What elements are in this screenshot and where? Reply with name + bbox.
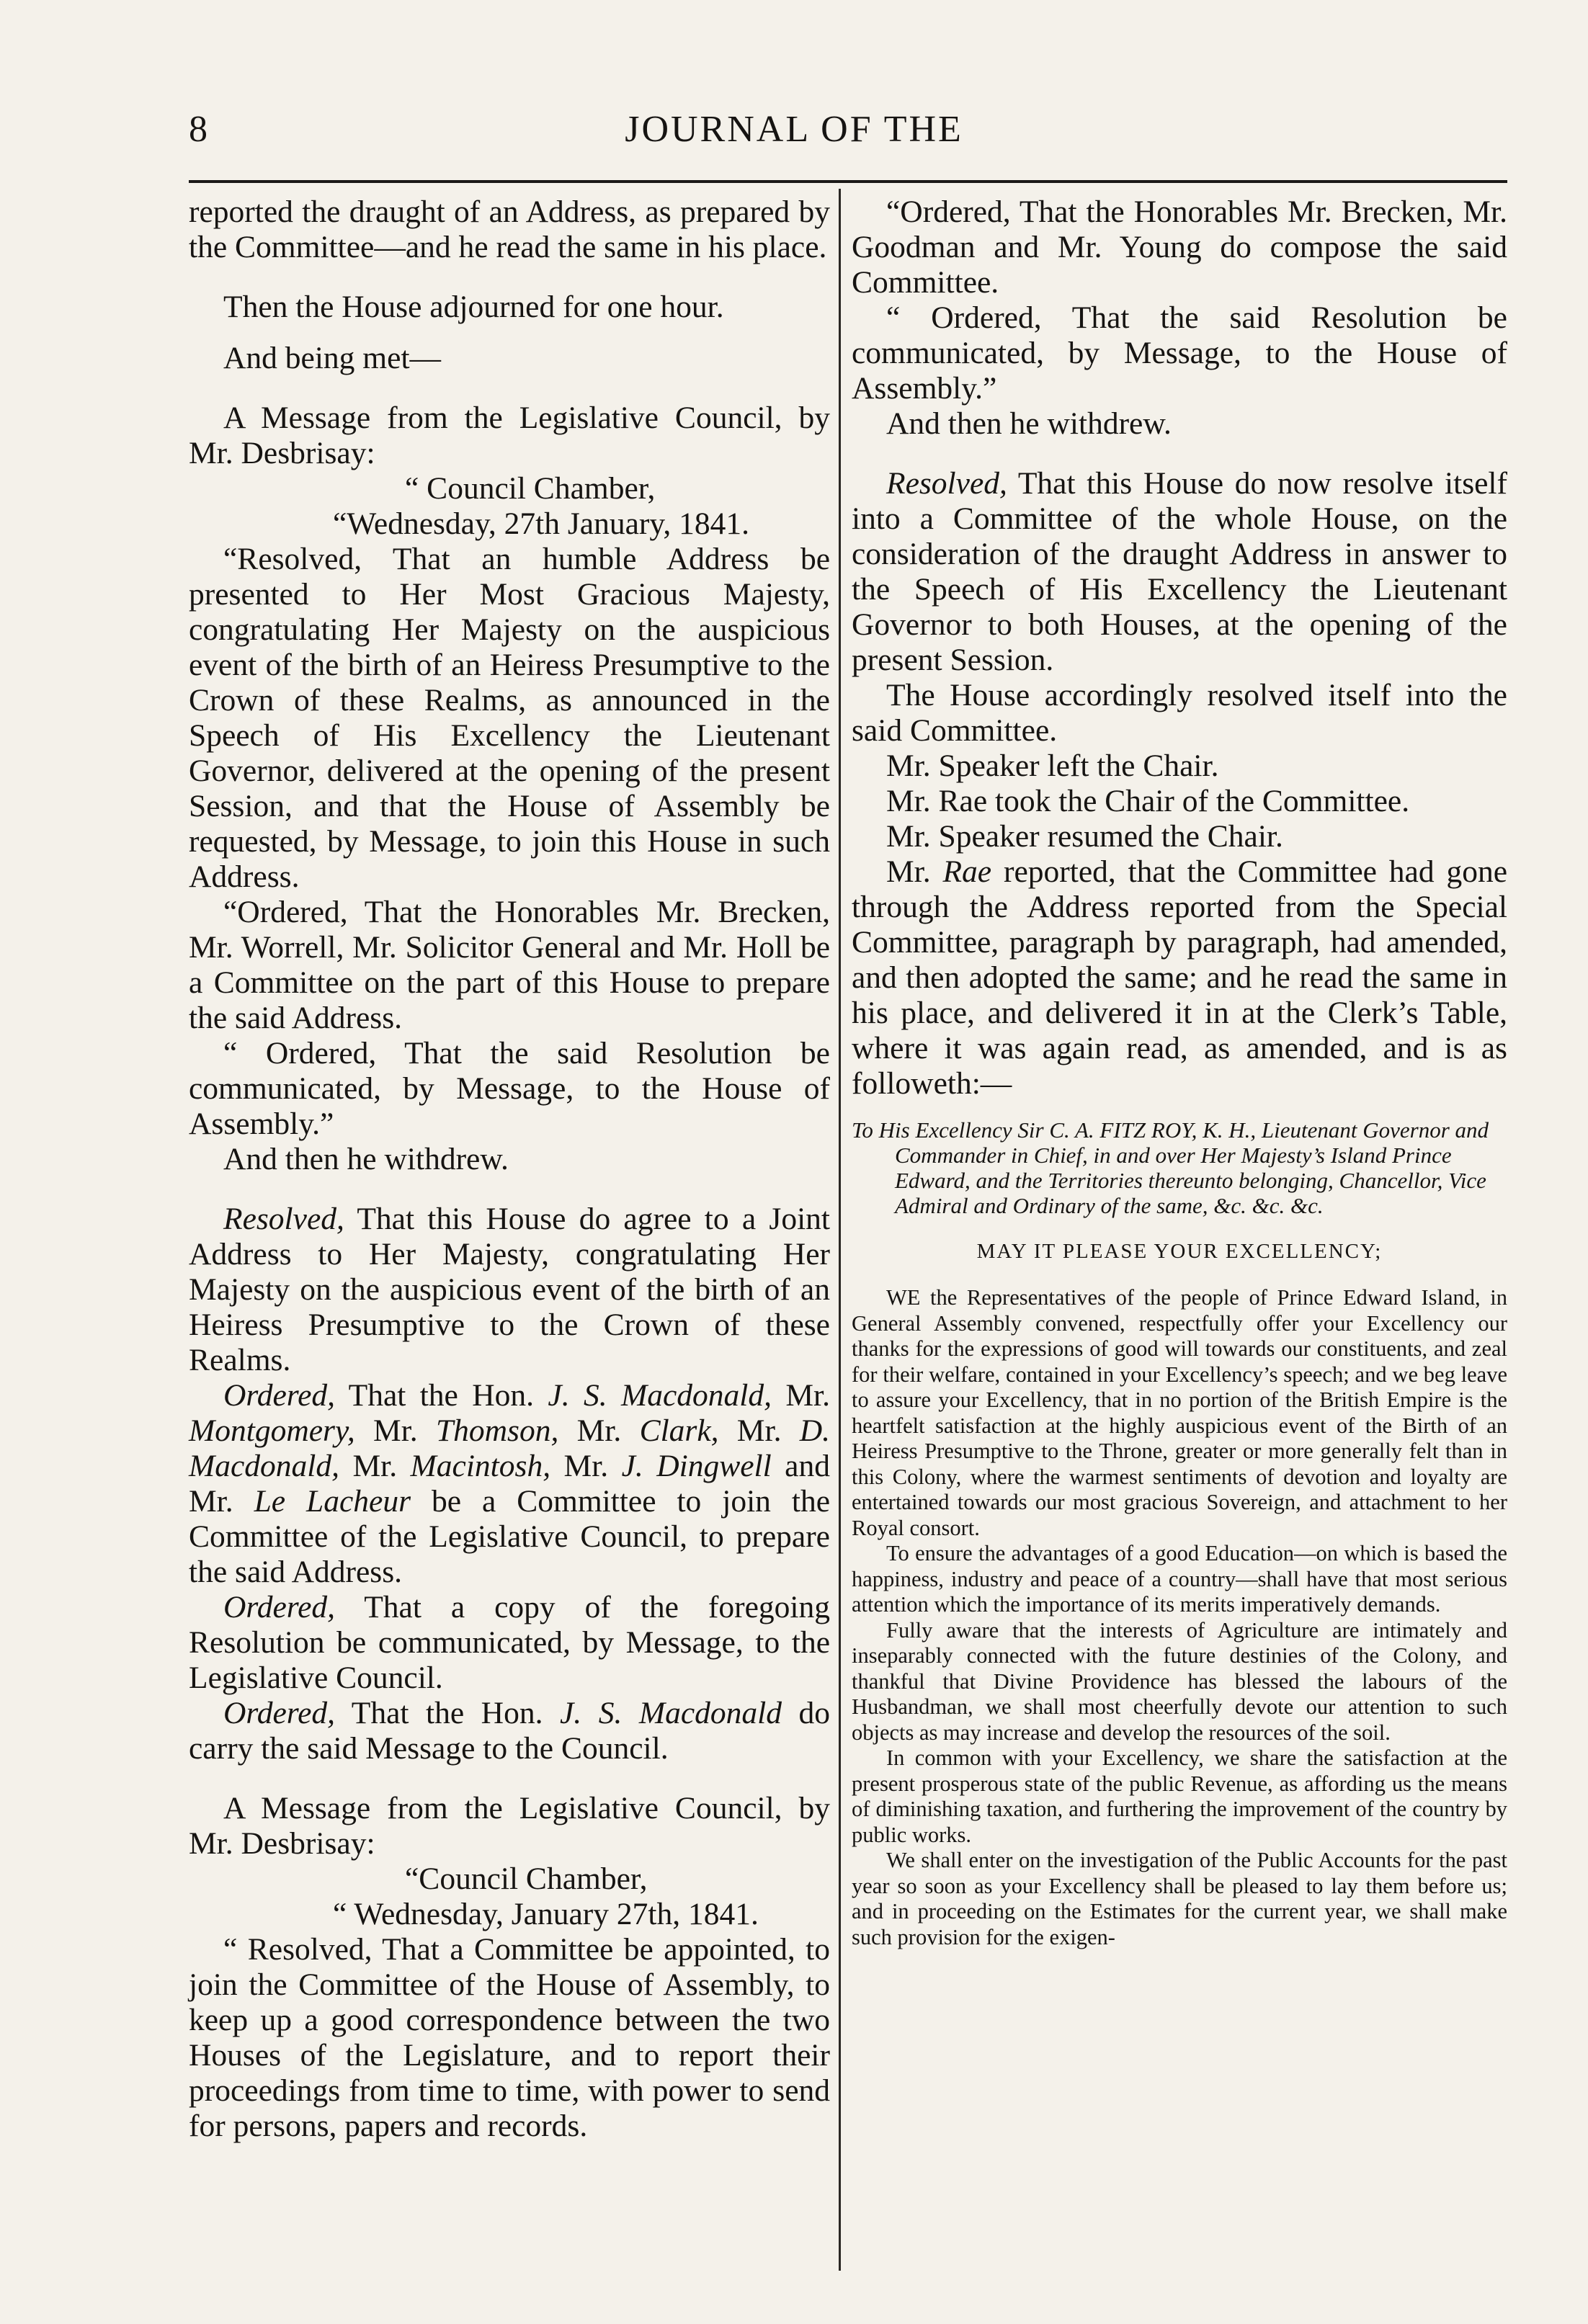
paragraph: “Wednesday, 27th January, 1841. — [333, 506, 749, 541]
paragraph-gap — [852, 1269, 1507, 1285]
paragraph: And then he withdrew. — [886, 406, 1172, 441]
paragraph-gap — [189, 325, 830, 341]
paragraph: Ordered, That the Hon. J. S. Macdonald do carry the said Message to the Council. — [189, 1696, 831, 1766]
running-title: JOURNAL OF THE — [625, 109, 963, 150]
paragraph: Ordered, That a copy of the foregoing Resolution be communicated, by Message, to the Legislative Council. — [189, 1590, 830, 1695]
paragraph: Then the House adjourned for one hour. — [223, 290, 724, 324]
paragraph: A Message from the Legislative Council, by Mr. Desbrisay: — [189, 401, 830, 470]
page-header — [0, 108, 1588, 166]
paragraph: “Resolved, That an humble Address be presented to Her Most Gracious Majesty, congratulating Her Majesty on the auspicious event of the birth of an Heiress Presumptive to the Crown of these Realms, as announced in the Speech of His Excellency the Lieutenant Governor, delivered at the opening of the present Session, and that the House of Assembly be requested, by Message, to join this House in such Address. — [189, 542, 830, 894]
paragraph: “ Resolved, That a Committee be appointed, to join the Committee of the House of Assembly, to keep up a good correspondence between the two Houses of the Legislature, and to report their proceedings from time to time, with power to send for persons, papers and records. — [189, 1932, 830, 2143]
paragraph-gap — [189, 1766, 830, 1791]
paragraph-gap — [852, 442, 1507, 466]
paragraph: Mr. Rae took the Chair of the Committee. — [886, 784, 1410, 818]
paragraph: “Ordered, That the Honorables Mr. Brecken, Mr. Goodman and Mr. Young do compose the said Committee. — [852, 195, 1507, 300]
paragraph: In common with your Excellency, we share the satisfaction at the present prosperous state of the public Revenue, as affording us the means of diminishing taxation, and furthering the improvement of the country by public works. — [852, 1746, 1507, 1847]
paragraph-gap — [189, 265, 830, 290]
paragraph: To ensure the advantages of a good Education—on which is based the happiness, industry and peace of a country—shall have that most serious attention which the importance of its merits imperatively demands. — [852, 1541, 1507, 1617]
right-column — [852, 195, 1507, 1950]
paragraph: Mr. Speaker left the Chair. — [886, 748, 1219, 783]
paragraph: Resolved, That this House do now resolve itself into a Committee of the whole House, on the consideration of the draught Address in answer to the Speech of His Excellency the Lieutenant Governor to both Houses, at the opening of the present Session. — [852, 466, 1507, 677]
paragraph: Resolved, That this House do agree to a Joint Address to Her Majesty, congratulating Her Majesty on the auspicious event of the birth of an Heiress Presumptive to the Crown of these Realms. — [189, 1202, 830, 1377]
paragraph: The House accordingly resolved itself into the said Committee. — [852, 678, 1507, 748]
left-column — [189, 195, 830, 2144]
page-number: 8 — [189, 109, 208, 150]
paragraph: Fully aware that the interests of Agriculture are intimately and inseparably connected with the future destinies of the Colony, and thankful that Divine Providence has blessed the labours of the Husbandman, we shall most cheerfully devote our attention to such objects as may increase and develop the resources of the soil. — [852, 1617, 1507, 1745]
column-divider — [839, 189, 841, 2271]
paragraph: Mr. Rae reported, that the Committee had gone through the Address reported from the Special Committee, paragraph by paragraph, had amended, and then adopted the same; and he read the same in his place, and delivered it in at the Clerk’s Table, where it was again read, as amended, and is as followeth:— — [852, 854, 1508, 1101]
paragraph: WE the Representatives of the people of Prince Edward Island, in General Assembly convened, respectfully offer your Excellency our thanks for the expressions of good will towards our constituents, and zeal for their welfare, contained in your Excellency’s speech; and we beg leave to assure your Excellency, that in no portion of the British Empire is the heartfelt satisfaction at the highly auspicious event of the Birth of an Heiress Presumptive to the Throne, greater or more generally felt than in this Colony, where the warmest sentiments of devotion and loyalty are entertained towards our most gracious Sovereign, and attachment to her Royal consort. — [852, 1285, 1507, 1540]
paragraph: reported the draught of an Address, as prepared by the Committee—and he read the same in his place. — [189, 195, 830, 264]
paragraph-gap — [189, 1177, 830, 1202]
paragraph-gap — [852, 1101, 1507, 1117]
paragraph: And then he withdrew. — [223, 1142, 509, 1176]
paragraph: To His Excellency Sir C. A. FITZ ROY, K. H., Lieutenant Governor and Commander in Chief, in and over Her Majesty’s Island Prince Edward, and the Territories thereunto belonging, Chancellor, Vice Admiral and Ordinary of the same, &c. &c. &c. — [852, 1117, 1489, 1218]
paragraph: “ Ordered, That the said Resolution be communicated, by Message, to the House of Assembly.” — [852, 300, 1507, 406]
paragraph: And being met— — [223, 341, 442, 375]
paragraph: MAY IT PLEASE YOUR EXCELLENCY; — [976, 1240, 1383, 1263]
paragraph: We shall enter on the investigation of the Public Accounts for the past year so soon as your Excellency shall be pleased to lay them before us; and in proceeding on the Estimates for the current year, we shall make such provision for the exigen- — [852, 1848, 1507, 1949]
paragraph: “Ordered, That the Honorables Mr. Brecken, Mr. Worrell, Mr. Solicitor General and Mr. Holl be a Committee on the part of this House to prepare the said Address. — [189, 895, 830, 1035]
header-rule — [189, 180, 1507, 183]
paragraph: A Message from the Legislative Council, by Mr. Desbrisay: — [189, 1791, 830, 1861]
paragraph: “ Ordered, That the said Resolution be communicated, by Message, to the House of Assembly.” — [189, 1036, 830, 1141]
paragraph-gap — [852, 1218, 1507, 1234]
paragraph: “ Council Chamber, — [405, 471, 656, 506]
paragraph: “ Wednesday, January 27th, 1841. — [333, 1897, 759, 1931]
paragraph-gap — [189, 376, 830, 401]
paragraph: Mr. Speaker resumed the Chair. — [886, 819, 1283, 854]
paragraph: “Council Chamber, — [405, 1862, 648, 1896]
paragraph: Ordered, That the Hon. J. S. Macdonald, Mr. Montgomery, Mr. Thomson, Mr. Clark, Mr. D. Macdonald, Mr. Macintosh, Mr. J. Dingwell and Mr. Le Lacheur be a Committee to join the Committee of the Legislative Council, to prepare the said Address. — [189, 1378, 831, 1589]
